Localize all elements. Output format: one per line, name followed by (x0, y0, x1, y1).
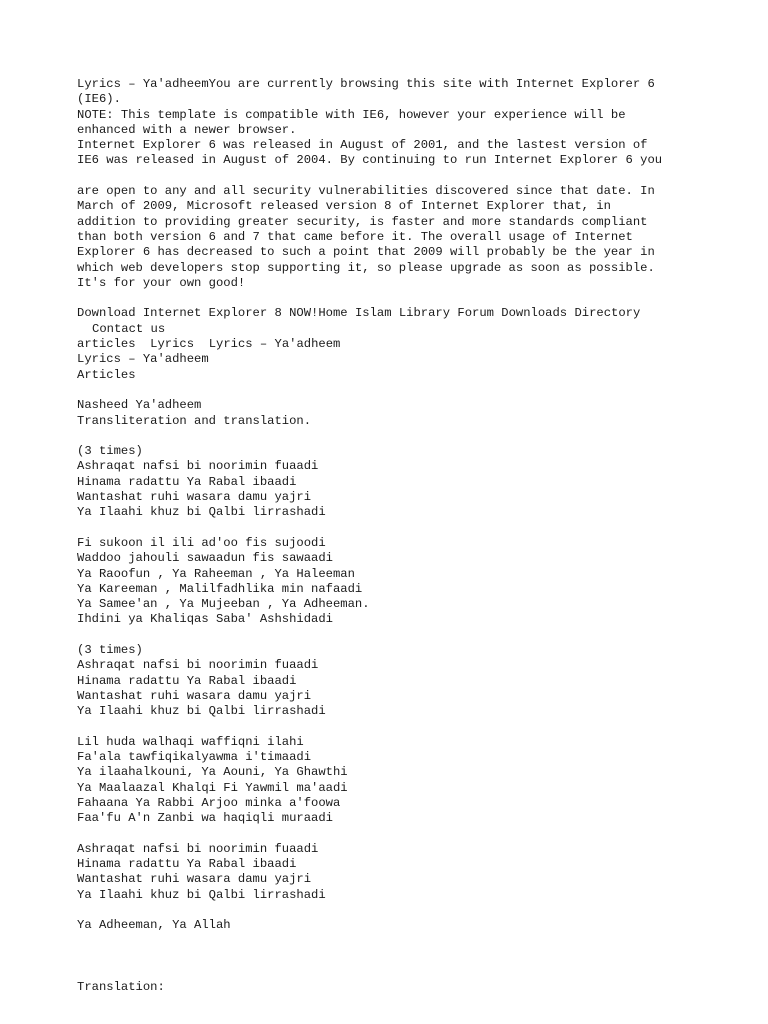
lyric-line: Fa'ala tawfiqikalyawma i'timaadi (77, 750, 312, 765)
lyric-line: Ya Ilaahi khuz bi Qalbi lirrashadi (77, 704, 326, 719)
notice-line: It's for your own good! (77, 275, 246, 290)
notice-line: March of 2009, Microsoft released version 8 of Internet Explorer that, in (77, 199, 611, 214)
stanza (77, 735, 697, 827)
lyric-line: Ya Ilaahi khuz bi Qalbi lirrashadi (77, 887, 326, 902)
lyric-line: Ihdini ya Khaliqas Saba' Ashshidadi (77, 612, 333, 627)
lyric-line: Fahaana Ya Rabbi Arjoo minka a'foowa (77, 795, 341, 810)
stanza (77, 643, 697, 719)
breadcrumb-lyrics-link[interactable]: Lyrics (150, 337, 195, 352)
notice-line: IE6 was released in August of 2004. By continuing to run Internet Explorer 6 you (77, 153, 663, 168)
lyric-line: Wantashat ruhi wasara damu yajri (77, 490, 312, 505)
category-label: Articles (77, 367, 136, 382)
notice-line: Internet Explorer 6 was released in August of 2001, and the lastest version of (77, 138, 648, 153)
nav-contact-link[interactable]: Contact us (92, 321, 166, 336)
lyric-line: (3 times) (77, 642, 143, 657)
article-heading: Nasheed Ya'adheem (77, 398, 202, 413)
lyric-line: Ashraqat nafsi bi noorimin fuaadi (77, 841, 319, 856)
stanza (77, 536, 697, 628)
closing-line: Ya Adheeman, Ya Allah (77, 918, 231, 933)
translation-label: Translation: (77, 979, 165, 994)
lyric-line: Ya Raoofun , Ya Raheeman , Ya Haleeman (77, 566, 355, 581)
article-body (77, 398, 697, 995)
notice-line: are open to any and all security vulnerabilities discovered since that date. In (77, 184, 655, 199)
lyric-line: Fi sukoon il ili ad'oo fis sujoodi (77, 535, 326, 550)
notice-line: Lyrics – Ya'adheemYou are currently browsing this site with Internet Explorer 6 (77, 77, 655, 91)
notice-line: which web developers stop supporting it, so please upgrade as soon as possible. (77, 260, 655, 275)
breadcrumb-current: Lyrics – Ya'adheem (208, 337, 341, 352)
stanza (77, 444, 697, 520)
notice-line: than both version 6 and 7 that came before it. The overall usage of Internet (77, 229, 633, 244)
lyric-line: Ya Kareeman , Malilfadhlika min nafaadi (77, 581, 363, 596)
nav-islam-link[interactable]: Islam (354, 306, 392, 321)
lyric-line: Hinama radattu Ya Rabal ibaadi (77, 673, 297, 688)
lyric-line: Faa'fu A'n Zanbi wa haqiqli muraadi (77, 811, 333, 826)
lyric-line: Ya ilaahalkouni, Ya Aouni, Ya Ghawthi (77, 765, 348, 780)
lyric-line: Ya Ilaahi khuz bi Qalbi lirrashadi (77, 505, 326, 520)
nav-forum-link[interactable]: Forum (457, 306, 494, 321)
lyric-line: Ya Maalaazal Khalqi Fi Yawmil ma'aadi (77, 780, 348, 795)
notice-line: NOTE: This template is compatible with IE6, however your experience will be (77, 107, 626, 122)
nav-library-link[interactable]: Library (398, 306, 451, 321)
page-title: Lyrics – Ya'adheem (77, 352, 209, 367)
lyric-line: Hinama radattu Ya Rabal ibaadi (77, 474, 297, 489)
lyric-line: (3 times) (77, 444, 143, 459)
article-subheading: Transliteration and translation. (77, 413, 312, 428)
lyric-line: Wantashat ruhi wasara damu yajri (77, 872, 312, 887)
notice-line: (IE6). (77, 92, 121, 107)
download-ie8-link[interactable]: Download Internet Explorer 8 NOW! (77, 306, 319, 321)
lyric-line: Hinama radattu Ya Rabal ibaadi (77, 857, 297, 872)
nav-downloads-link[interactable]: Downloads (501, 306, 568, 321)
page-content (77, 77, 697, 995)
nav-home-link[interactable]: Home (318, 306, 348, 321)
breadcrumb (77, 337, 697, 352)
lyric-line: Waddoo jahouli sawaadun fis sawaadi (77, 551, 333, 566)
breadcrumb-articles-link[interactable]: articles (77, 337, 136, 352)
lyric-line: Ashraqat nafsi bi noorimin fuaadi (77, 459, 319, 474)
notice-line: addition to providing greater security, is faster and more standards compliant (77, 214, 648, 229)
stanza (77, 842, 697, 903)
main-nav (77, 306, 697, 337)
notice-line: Explorer 6 has decreased to such a point that 2009 will probably be the year in (77, 245, 655, 260)
ie6-notice (77, 77, 697, 291)
nav-directory-link[interactable]: Directory (574, 306, 641, 321)
lyric-line: Ashraqat nafsi bi noorimin fuaadi (77, 658, 319, 673)
lyric-line: Lil huda walhaqi waffiqni ilahi (77, 734, 304, 749)
lyric-line: Ya Samee'an , Ya Mujeeban , Ya Adheeman. (77, 597, 370, 612)
notice-line: enhanced with a newer browser. (77, 122, 297, 137)
lyric-line: Wantashat ruhi wasara damu yajri (77, 688, 312, 703)
